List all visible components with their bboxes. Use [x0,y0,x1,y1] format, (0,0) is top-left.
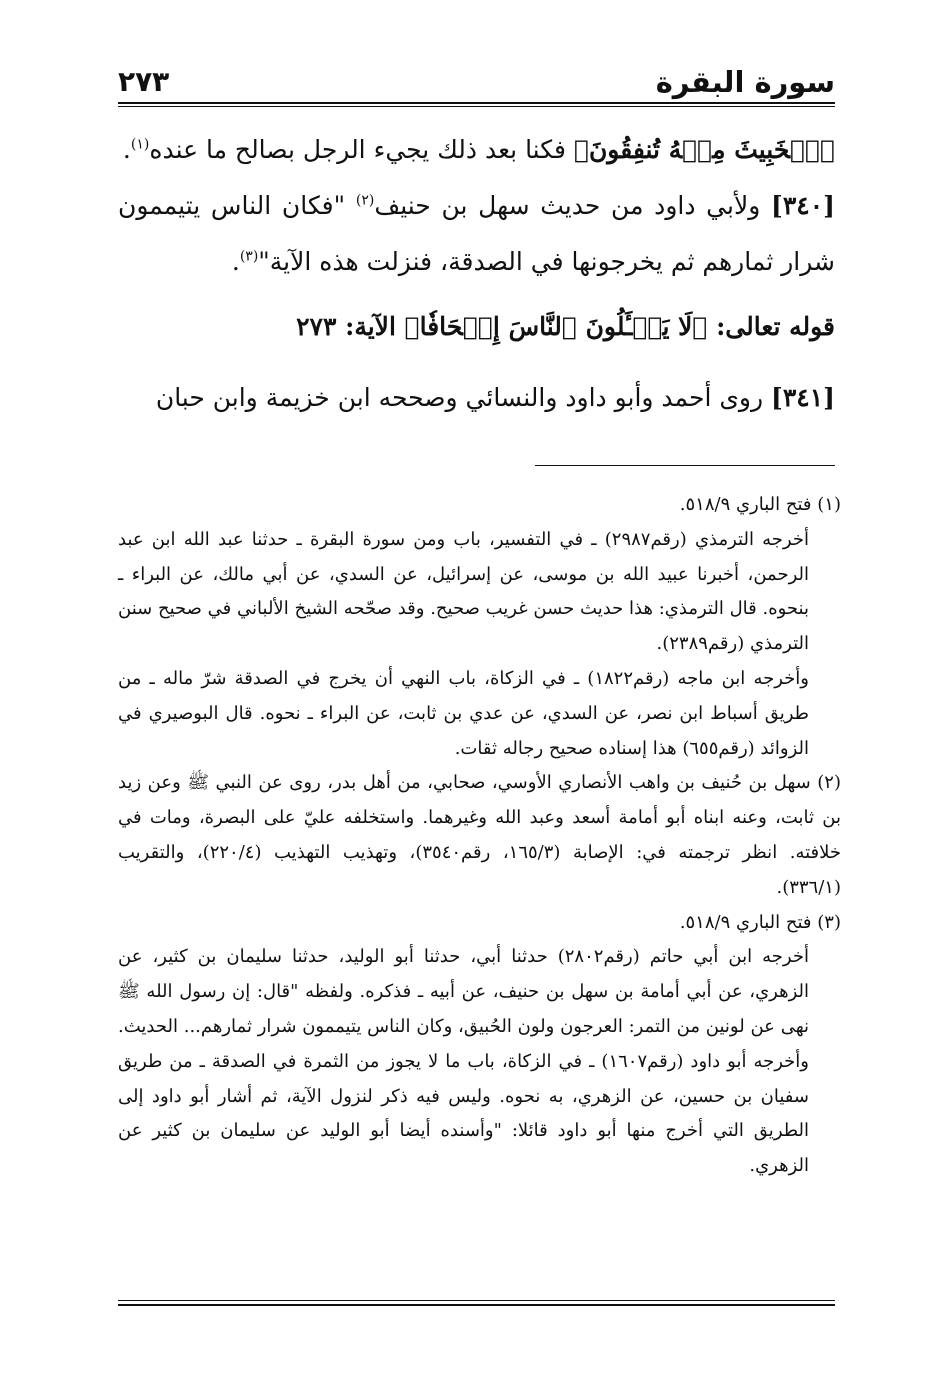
verse-heading: قوله تعالى: ﴿لَا يَسۡـَٔلُونَ ٱلنَّاسَ إِلۡحَافٗا﴾ الآية: ٢٧٣ [296,312,835,341]
footnote-1-body-1: أخرجه الترمذي (رقم٢٩٨٧) ـ في التفسير، باب ومن سورة البقرة ـ حدثنا عبد الله ابن عبد الرحمن، أخبرنا عبيد الله بن موسى، عن إسرائيل، عن السدي، عن أبي مالك، عن البراء ـ بنحوه. قال الترمذي: هذا حديث حسن غريب صحيح. وقد صحّحه الشيخ الألباني في صحيح سنن الترمذي (رقم٢٣٨٩). [118,528,809,655]
footnote-3-body: أخرجه ابن أبي حاتم (رقم٢٨٠٢) حدثنا أبي، حدثنا أبو الوليد، حدثنا سليمان بن كثير، عن الزهري، عن أبي أمامة بن سهل بن حنيف، عن أبيه ـ فذكره. ولفظه "قال: إن رسول الله ﷺ نهى عن لونين من التمر: العرجون ولون الحُبيق، وكان الناس يتيممون شرار ثمارهم... الحديث. وأخرجه أبو داود (رقم١٦٠٧) ـ في الزكاة، باب ما لا يجوز من الثمرة في الصدقة ـ من طريق سفيان بن حسين، عن الزهري، به نحوه. وليس فيه ذكر لنزول الآية، ثم أشار أبو داود إلى الطريق التي أخرج منها أبو داود قائلا: "وأسنده أيضا أبو الوليد عن سليمان بن كثير عن الزهري. [118,946,809,1177]
hadith-number: [٣٤٠] [771,191,836,220]
footnote-3-number: (٣) [817,911,841,933]
paragraph-text: فكنا بعد ذلك يجيء الرجل بصالح ما عنده [149,135,574,164]
header-rule-thin [118,106,835,107]
paragraph-text: ولأبي داود من حديث سهل بن حنيف [374,191,772,220]
footnote-1-source: فتح الباري ٥١٨/٩. [679,494,818,515]
footnote-ref-1: (١) [130,136,150,153]
footnote-2 [118,766,841,905]
paragraph-end: . [231,247,240,276]
paragraph-text-quote: "فكان الناس يتيممون شرار ثمارهم ثم يخرجونها في الصدقة، فنزلت هذه الآية" [118,191,835,276]
footnote-3-head [118,906,841,941]
paragraph-end: . [122,135,131,164]
paragraph-340 [118,178,835,290]
bottom-rule-thin [118,1300,835,1301]
paragraph-text: روى أحمد وأبو داود والنسائي وصححه ابن خزيمة وابن حبان [155,383,772,412]
footnote-2-text: سهل بن حُنيف بن واهب الأنصاري الأوسي، صحابي، من أهل بدر، روى عن النبي ﷺ وعن زيد بن ثابت، وعنه ابناه أبو أمامة أسعد وعبد الله وغيرهما. واستخلفه عليّ على البصرة، ومات في خلافته. انظر ترجمته في: الإصابة (١٦٥/٣، رقم٣٥٤٠)، وتهذيب التهذيب (٢٢٠/٤)، والتقريب (٣٣٦/١). [118,772,841,898]
quran-quote: ٱلۡخَبِيثَ مِنۡهُ تُنفِقُونَ﴾ [573,135,835,164]
footnote-3-source: فتح الباري ٥١٨/٩. [679,911,818,933]
running-title: سورة البقرة [655,65,835,99]
header-rule [118,102,835,104]
footnote-2-number: (٢) [817,772,841,794]
bottom-rule [118,1304,835,1306]
footnote-separator [535,465,835,466]
hadith-number: [٣٤١] [771,383,835,412]
footnote-1-head [118,488,841,523]
main-text [118,122,835,426]
footnotes [118,488,841,1184]
page-number: ٢٧٣ [118,65,170,98]
paragraph-341 [118,370,835,426]
footnote-ref-3: (٣) [239,248,259,265]
paragraph-continuation [118,122,835,178]
footnote-1-body-2: وأخرجه ابن ماجه (رقم١٨٢٢) ـ في الزكاة، باب النهي أن يخرج في الصدقة شرّ ماله ـ من طريق أسباط ابن نصر، عن السدي، عن عدي بن ثابت، عن البراء ـ نحوه. قال البوصيري في الزوائد (رقم٦٥٥) هذا إسناده صحيح رجاله ثقات. [118,667,809,759]
footnote-1-number: (١) [817,494,841,515]
page-header [118,52,835,100]
footnote-ref-2: (٢) [355,192,375,209]
